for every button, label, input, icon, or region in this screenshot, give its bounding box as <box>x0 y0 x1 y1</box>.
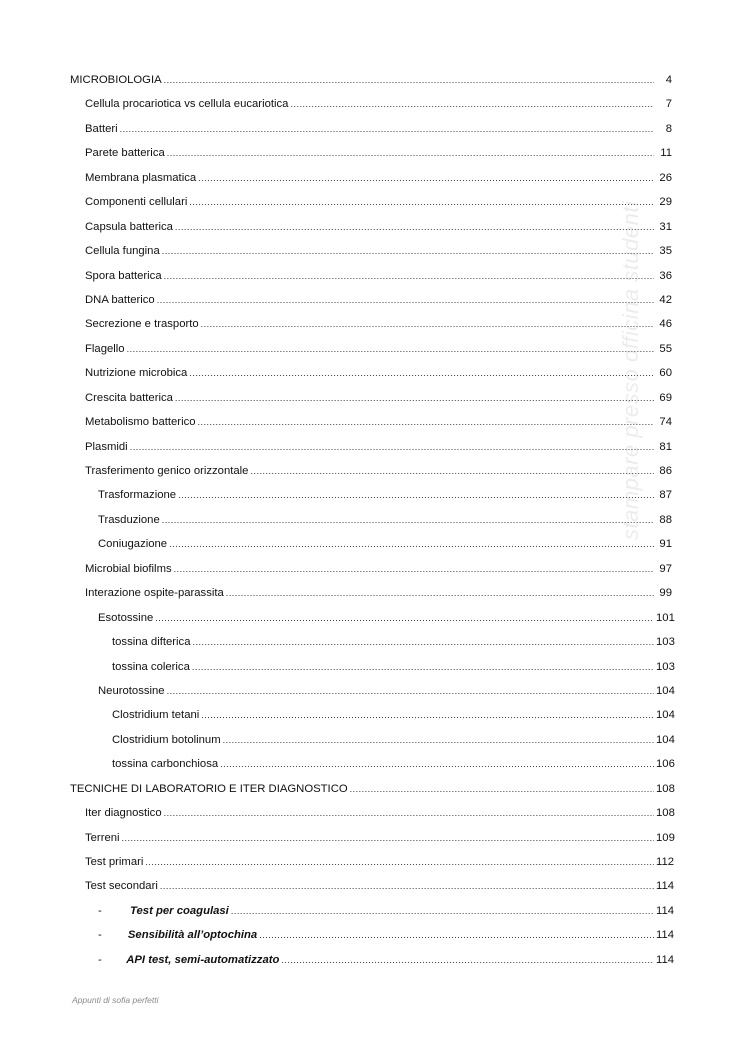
dot-leader <box>231 899 654 923</box>
dot-leader <box>220 752 654 776</box>
dot-leader <box>192 655 654 679</box>
toc-entry[interactable] <box>70 386 672 410</box>
toc-entry-page: 114 <box>656 880 675 893</box>
toc-entry-page: 46 <box>659 318 672 331</box>
dot-leader <box>164 801 654 825</box>
toc-entry[interactable] <box>70 606 675 630</box>
toc-entry[interactable] <box>70 532 672 556</box>
dot-leader <box>157 288 654 312</box>
dot-leader <box>122 826 654 850</box>
toc-entry-title: Capsula batterica <box>85 220 173 233</box>
toc-entry[interactable] <box>70 166 672 190</box>
dot-leader <box>160 874 654 898</box>
toc-entry-page: 106 <box>656 758 675 771</box>
toc-entry[interactable] <box>70 92 672 116</box>
page-footer: Appunti di sofia perfetti <box>72 995 159 1005</box>
toc-entry[interactable] <box>70 264 672 288</box>
toc-entry-page: 31 <box>659 220 672 233</box>
toc-entry-title: Terreni <box>85 831 120 844</box>
toc-entry-page: 108 <box>656 782 675 795</box>
toc-entry-title: TECNICHE DI LABORATORIO E ITER DIAGNOSTICO <box>70 782 348 795</box>
toc-entry-title: Secrezione e trasporto <box>85 318 199 331</box>
toc-entry[interactable] <box>70 874 675 898</box>
dot-leader <box>226 581 654 605</box>
toc-entry[interactable] <box>70 361 672 385</box>
toc-entry-title: Sensibilità all’optochina <box>127 929 258 942</box>
toc-entry-page: 103 <box>656 636 675 649</box>
toc-entry[interactable] <box>70 899 675 923</box>
toc-entry-page: 103 <box>656 660 675 673</box>
toc-entry[interactable] <box>70 679 675 703</box>
toc-entry-page: 74 <box>659 416 672 429</box>
dot-leader <box>201 703 654 727</box>
dot-leader <box>259 923 654 947</box>
toc-entry[interactable] <box>70 337 672 361</box>
toc-entry-title: Clostridium botolinum <box>112 733 221 746</box>
toc-entry-title: Test secondari <box>85 880 158 893</box>
dot-leader <box>175 386 654 410</box>
toc-entry-page: 114 <box>655 929 674 942</box>
dot-leader <box>223 728 654 752</box>
toc-entry-title: tossina difterica <box>112 636 191 649</box>
toc-entry-page: 108 <box>656 807 675 820</box>
toc-entry-title: Flagello <box>85 342 125 355</box>
toc-entry-title: Membrana plasmatica <box>85 171 197 184</box>
toc-entry-page: 114 <box>656 904 675 917</box>
toc-entry[interactable] <box>70 948 675 972</box>
toc-entry-title: Metabolismo batterico <box>85 416 196 429</box>
dot-leader <box>201 312 654 336</box>
bullet-dash: - <box>98 929 102 942</box>
toc-entry[interactable] <box>70 508 672 532</box>
dot-leader <box>189 190 654 214</box>
toc-entry-page: 29 <box>659 196 672 209</box>
toc-entry-page: 69 <box>659 391 672 404</box>
toc-entry-title: DNA batterico <box>85 293 155 306</box>
bullet-dash: - <box>98 953 102 966</box>
toc-entry[interactable] <box>70 483 672 507</box>
toc-entry[interactable] <box>70 68 672 92</box>
toc-entry-title: tossina carbonchiosa <box>112 758 219 771</box>
toc-entry-title: Spora batterica <box>85 269 162 282</box>
toc-entry-page: 99 <box>659 587 672 600</box>
toc-entry-title: Plasmidi <box>85 440 128 453</box>
toc-entry-title: Nutrizione microbica <box>85 367 188 380</box>
dot-leader <box>178 483 654 507</box>
toc-entry[interactable] <box>70 581 672 605</box>
dot-leader <box>281 948 654 972</box>
watermark-text: stampare presso officina studenti <box>618 200 643 540</box>
toc-entry[interactable] <box>70 850 675 874</box>
dot-leader <box>127 337 654 361</box>
dot-leader <box>350 777 654 801</box>
toc-entry-title: Test per coagulasi <box>130 904 229 917</box>
dot-leader <box>169 532 654 556</box>
toc-entry-page: 7 <box>665 98 672 111</box>
toc-entry[interactable] <box>70 557 672 581</box>
dot-leader <box>167 141 654 165</box>
toc-entry-page: 42 <box>659 293 672 306</box>
toc-entry-title: API test, semi-automatizzato <box>126 953 280 966</box>
toc-entry[interactable] <box>70 777 675 801</box>
toc-entry-title: Parete batterica <box>85 147 165 160</box>
toc-entry[interactable] <box>70 703 675 727</box>
toc-entry-title: Cellula procariotica vs cellula eucariotica <box>85 98 289 111</box>
dot-leader <box>120 117 654 141</box>
toc-entry-page: 104 <box>656 709 675 722</box>
dot-leader <box>145 850 654 874</box>
toc-entry-title: Crescita batterica <box>85 391 173 404</box>
dot-leader <box>164 68 654 92</box>
toc-entry-page: 8 <box>665 122 672 135</box>
dot-leader <box>193 630 655 654</box>
dot-leader <box>189 361 654 385</box>
toc-entry-page: 35 <box>659 245 672 258</box>
toc-entry-page: 4 <box>665 74 672 86</box>
toc-entry-title: Componenti cellulari <box>85 196 188 209</box>
toc-entry-page: 86 <box>659 465 672 477</box>
dot-leader <box>155 606 654 630</box>
toc-entry[interactable] <box>70 923 672 947</box>
toc-entry-page: 36 <box>659 269 672 282</box>
toc-entry-page: 60 <box>659 367 672 380</box>
toc-entry-page: 101 <box>656 611 675 624</box>
toc-entry[interactable] <box>70 630 675 654</box>
toc-entry-title: tossina colerica <box>112 660 190 673</box>
toc-entry-page: 87 <box>659 489 672 502</box>
toc-entry-title: Trasferimento genico orizzontale <box>85 465 249 477</box>
toc-entry[interactable] <box>70 215 672 239</box>
toc-entry-page: 88 <box>659 513 672 526</box>
toc-entry[interactable] <box>70 752 675 776</box>
toc-entry-title: Trasduzione <box>98 513 160 526</box>
dot-leader <box>162 508 654 532</box>
toc-entry-page: 109 <box>656 831 675 844</box>
toc-entry[interactable] <box>70 239 672 263</box>
dot-leader <box>290 92 654 116</box>
dot-leader <box>250 459 654 483</box>
toc-entry-title: Microbial biofilms <box>85 562 172 575</box>
toc-entry[interactable] <box>70 826 675 850</box>
toc-entry-page: 91 <box>659 538 672 551</box>
toc-entry-title: Neurotossine <box>98 684 165 697</box>
toc-entry-page: 97 <box>659 562 672 575</box>
dot-leader <box>164 264 654 288</box>
dot-leader <box>167 679 654 703</box>
toc-entry-title: Trasformazione <box>98 489 177 502</box>
dot-leader <box>162 239 654 263</box>
toc-entry[interactable] <box>70 728 675 752</box>
dot-leader <box>198 166 654 190</box>
toc-entry-title: Interazione ospite-parassita <box>85 587 224 600</box>
toc-entry[interactable] <box>70 141 672 165</box>
toc-entry[interactable] <box>70 801 675 825</box>
toc-entry[interactable] <box>70 410 672 434</box>
toc-entry-title: Coniugazione <box>98 538 168 551</box>
toc-entry-page: 11 <box>660 147 672 160</box>
toc-entry-title: Clostridium tetani <box>112 709 200 722</box>
dot-leader <box>130 435 654 459</box>
dot-leader <box>198 410 654 434</box>
toc-entry-page: 26 <box>659 171 672 184</box>
toc-entry[interactable] <box>70 117 672 141</box>
toc-entry-page: 104 <box>656 733 675 746</box>
dot-leader <box>174 557 654 581</box>
toc-entry-title: Iter diagnostico <box>85 807 162 820</box>
toc-entry-page: 104 <box>656 684 675 697</box>
toc-entry-page: 114 <box>656 953 675 966</box>
toc-entry[interactable] <box>70 190 672 214</box>
toc-entry-title: Test primari <box>85 856 144 868</box>
toc-entry[interactable] <box>70 312 672 336</box>
toc-entry-page: 81 <box>659 440 672 453</box>
dot-leader <box>175 215 654 239</box>
toc-entry[interactable] <box>70 459 672 483</box>
bullet-dash: - <box>98 904 102 917</box>
toc-entry-title: Batteri <box>85 122 118 135</box>
toc-entry-title: MICROBIOLOGIA <box>70 74 162 86</box>
toc-entry-page: 112 <box>656 856 675 868</box>
table-of-contents <box>70 68 675 972</box>
toc-entry-title: Cellula fungina <box>85 245 160 258</box>
toc-entry-page: 55 <box>659 342 672 355</box>
toc-entry[interactable] <box>70 435 672 459</box>
toc-entry[interactable] <box>70 288 672 312</box>
toc-entry-title: Esotossine <box>98 611 154 624</box>
toc-entry[interactable] <box>70 655 675 679</box>
